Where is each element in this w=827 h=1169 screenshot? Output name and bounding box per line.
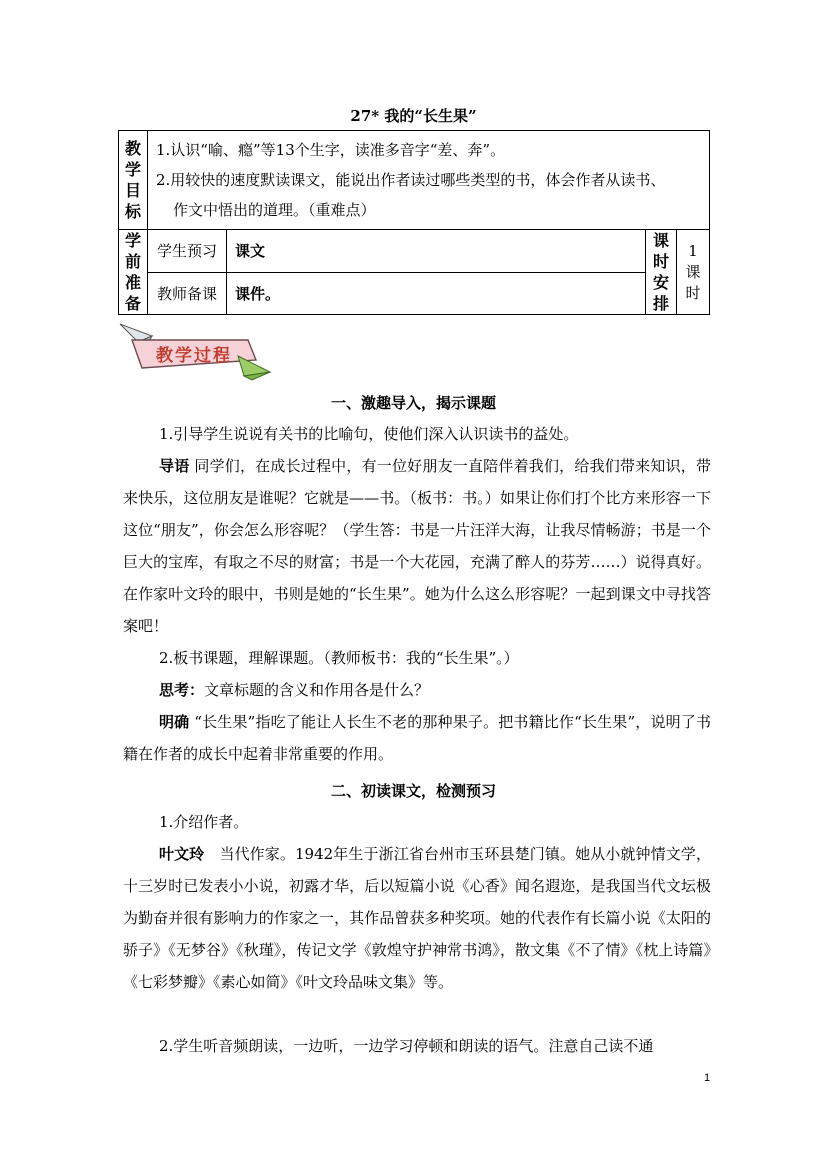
schedule-value-char: 时 — [685, 283, 701, 302]
student-prep-label: 学生预习 — [148, 230, 227, 273]
lesson-plan-table — [118, 130, 710, 315]
author-lead: 叶文玲 — [159, 845, 205, 863]
prep-row-student — [119, 230, 710, 273]
goals-content — [148, 131, 710, 230]
paragraph-intro — [123, 450, 711, 642]
prep-header-char: 准 — [124, 273, 141, 292]
schedule-header — [646, 230, 677, 315]
schedule-header-char: 时 — [652, 252, 669, 271]
prep-header — [119, 230, 148, 315]
prep-header-char: 备 — [124, 294, 141, 313]
paragraph-author-intro: 1.介绍作者。 — [159, 813, 249, 831]
prep-header-char: 学 — [124, 231, 141, 250]
paragraph-think — [123, 674, 711, 706]
paragraph-audio: 2.学生听音频朗读，一边听，一边学习停顿和朗读的语气。注意自己读不通 — [159, 1037, 654, 1055]
teacher-prep-value: 课件。 — [227, 272, 646, 315]
goals-header-char: 教 — [124, 139, 141, 158]
paragraph-answer — [123, 706, 711, 770]
answer-text: “长生果”指吃了能让人长生不老的那种果子。把书籍比作“长生果”，说明了书籍在作者的成长中起着非常重要的作用。 — [123, 713, 711, 763]
goals-header — [119, 131, 148, 230]
paragraph-2: 2.板书课题，理解课题。（教师板书：我的“长生果”。） — [159, 649, 519, 667]
prep-row-teacher — [119, 272, 710, 315]
think-text: 文章标题的含义和作用各是什么？ — [204, 681, 430, 699]
answer-lead: 明确 — [159, 713, 190, 731]
teacher-prep-label: 教师备课 — [148, 272, 227, 315]
prep-header-char: 前 — [124, 252, 141, 271]
intro-text: 同学们，在成长过程中，有一位好朋友一直陪伴着我们，给我们带来知识，带来快乐，这位朋友是谁呢？它就是——书。（板书：书。）如果让你们打个比方来形容一下这位“朋友”，你会怎么形容呢？（学生答：书是一片汪洋大海，让我尽情畅游；书是一个巨大的宝库，有取之不尽的财富；书是一个大花园，充满了醉人的芬芳……）说得真好。在作家叶文玲的眼中，书则是她的“长生果”。她为什么这么形容呢？一起到课文中寻找答案吧！ — [123, 457, 711, 635]
section-heading-2: 二、初读课文，检测预习 — [330, 782, 496, 800]
paragraph-1: 1.引导学生说说有关书的比喻句，使他们深入认识读书的益处。 — [159, 425, 579, 443]
think-lead: 思考： — [159, 681, 205, 699]
schedule-value-char: 1 — [688, 241, 698, 260]
section-heading-1: 一、激趣导入，揭示课题 — [330, 394, 496, 412]
schedule-header-char: 课 — [652, 231, 669, 250]
page-number: 1 — [704, 1072, 711, 1084]
student-prep-value: 课文 — [227, 230, 646, 273]
goals-header-char: 标 — [124, 202, 141, 221]
badge-label: 教学过程 — [156, 346, 232, 366]
intro-lead: 导语 — [159, 457, 190, 475]
lesson-title: 27* 我的“长生果” — [350, 107, 477, 125]
goals-row — [119, 131, 710, 230]
goal-2-line-2: 作文中悟出的道理。（重难点） — [173, 201, 376, 219]
schedule-value-char: 课 — [685, 262, 701, 281]
goal-1: 1.认识“喻、瘾”等13个生字，读准多音字“差、奔”。 — [156, 141, 506, 159]
goal-2-line-1: 2.用较快的速度默读课文，能说出作者读过哪些类型的书，体会作者从读书、 — [156, 171, 666, 189]
paragraph-author — [123, 838, 711, 998]
schedule-header-char: 安 — [652, 273, 669, 292]
author-text: 当代作家。1942年生于浙江省台州市玉环县楚门镇。她从小就钟情文学，十三岁时已发表小小说，初露才华，后以短篇小说《心香》闻名遐迩，是我国当代文坛极为勤奋并很有影响力的作家之一，其作品曾获多种奖项。她的代表作有长篇小说《太阳的骄子》《无梦谷》《秋瑾》，传记文学《敦煌守护神常书鸿》，散文集《不了情》《枕上诗篇》《七彩梦瓣》《素心如简》《叶文玲品味文集》等。 — [123, 845, 711, 991]
schedule-header-char: 排 — [652, 294, 669, 313]
schedule-value — [677, 230, 710, 315]
teaching-process-badge — [118, 322, 272, 382]
goals-header-char: 学 — [124, 160, 141, 179]
goals-header-char: 目 — [124, 181, 141, 200]
